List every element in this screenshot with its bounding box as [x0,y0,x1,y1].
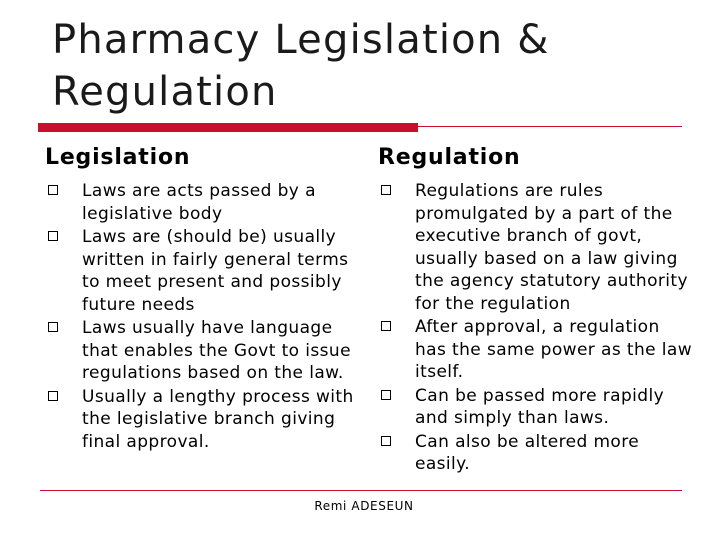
regulation-bullet-list [378,180,693,476]
footer-divider-line [40,490,682,491]
list-item-text: Laws usually have language that enables the Govt to issue regulations based on the law. [82,318,351,383]
list-item [378,316,693,384]
square-bullet-icon [381,390,391,400]
regulation-heading: Regulation [378,145,521,170]
footer-author: Remi ADESEUN [314,499,414,513]
square-bullet-icon [381,321,391,331]
list-item [378,431,693,476]
list-item-text: Usually a lengthy process with the legislative branch giving final approval. [82,386,354,452]
list-item-text: After approval, a regulation has the same power as the law itself. [415,317,693,382]
square-bullet-icon [48,322,58,332]
list-item [378,385,693,430]
list-item-text: Can be passed more rapidly and simply than laws. [415,385,665,428]
list-item-text: Can also be altered more easily. [415,431,640,474]
legislation-heading: Legislation [45,145,191,170]
list-item-text: Laws are acts passed by a legislative body [82,181,316,224]
list-item [45,180,355,225]
legislation-bullet-list [45,180,355,453]
list-item [45,317,355,385]
list-item [378,180,693,315]
list-item-text: Laws are (should be) usually written in fairly general terms to meet present and possibly future needs [82,227,349,315]
legislation-column [45,144,355,454]
list-item-text: Regulations are rules promulgated by a part of the executive branch of govt, usually based on a law giving the agency statutory authority for the regulation [415,181,688,314]
square-bullet-icon [381,436,391,446]
regulation-column [378,144,693,477]
square-bullet-icon [48,231,58,241]
title-accent-bar [38,123,418,132]
title-divider-line [418,126,682,127]
square-bullet-icon [381,185,391,195]
square-bullet-icon [48,391,58,401]
list-item [45,386,355,454]
list-item [45,226,355,316]
square-bullet-icon [48,185,58,195]
slide-title: Pharmacy Legislation & Regulation [52,17,550,115]
